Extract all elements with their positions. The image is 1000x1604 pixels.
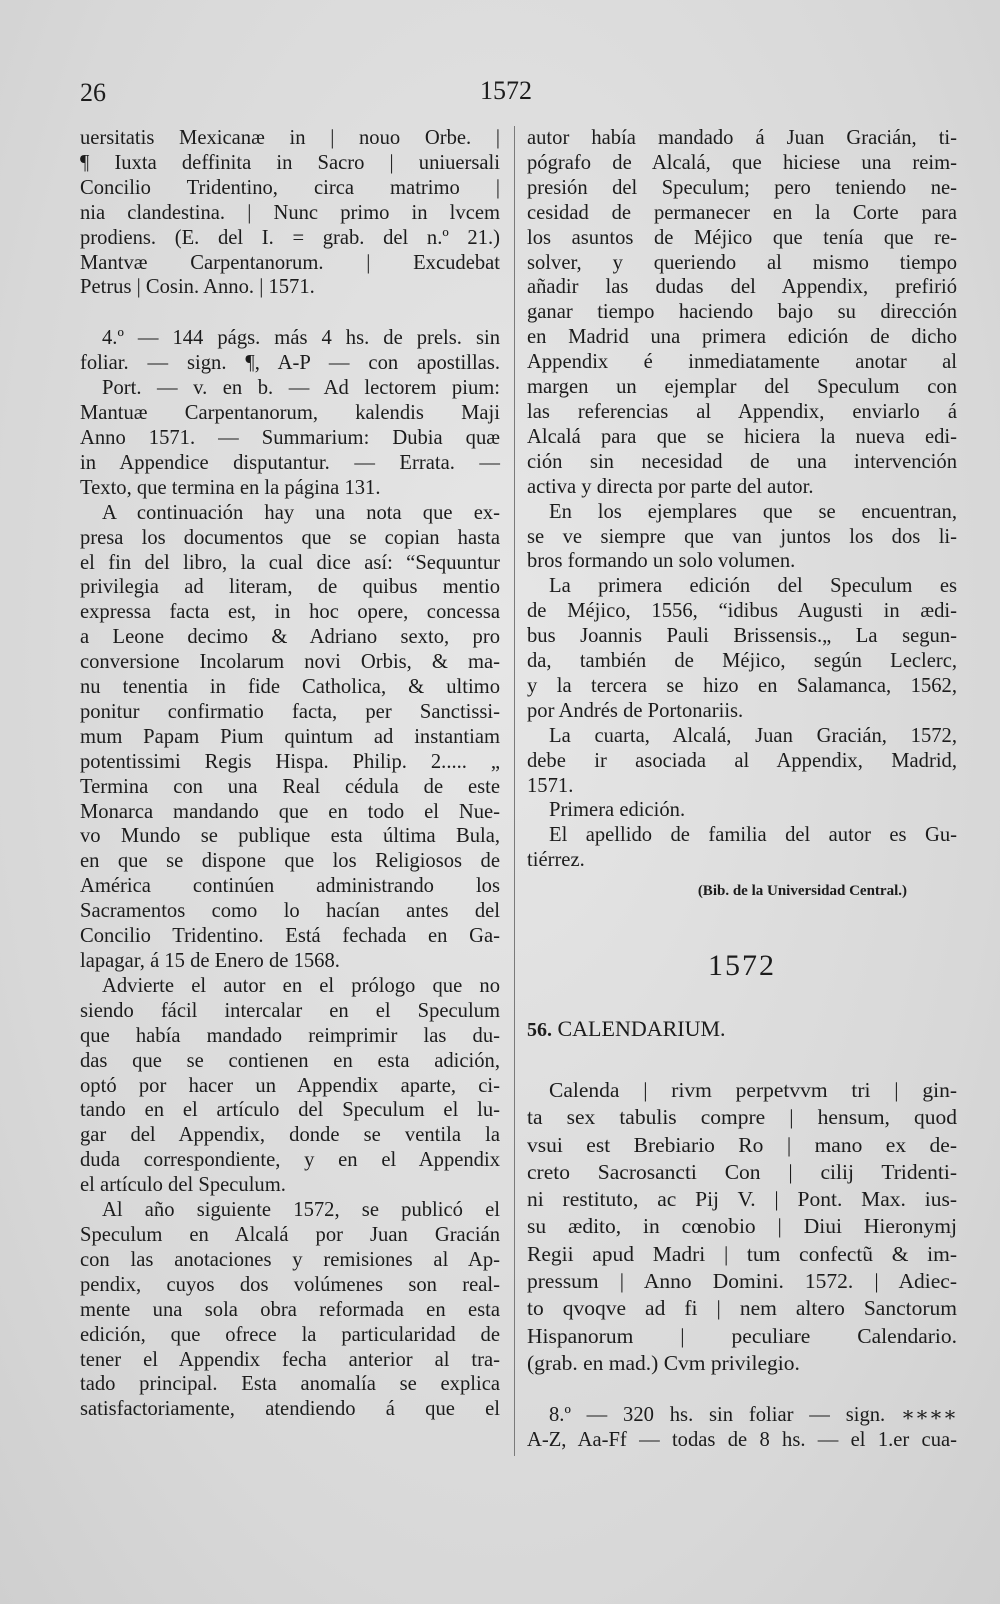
text-line: a Leone decimo & Adriano sexto, pro	[80, 626, 500, 649]
text-line: El apellido de familia del autor es Gu-	[549, 824, 957, 847]
text-line: se ve siempre que van juntos los dos li-	[527, 525, 957, 548]
text-line: A-Z, Aa-Ff — todas de 8 hs. — el 1.er cua-	[527, 1429, 957, 1452]
text-line: Monarca mandando que en todo el Nue-	[80, 800, 500, 823]
text-line: gar del Appendix, donde se ventila la	[80, 1124, 500, 1147]
text-line: Calenda | rivm perpetvvm tri | gin-	[549, 1077, 957, 1102]
text-line: La cuarta, Alcalá, Juan Gracián, 1572,	[549, 724, 957, 747]
right-column-text	[527, 126, 957, 873]
page-number: 26	[80, 78, 106, 107]
text-line: América continúen administrando los	[80, 875, 500, 898]
text-line: in Appendice disputantur. — Errata. —	[80, 451, 500, 474]
text-line: Port. — v. en b. — Ad lectorem pium:	[102, 377, 500, 400]
text-line: pendix, cuyos dos volúmenes son real-	[80, 1273, 500, 1296]
text-line: ción sin necesidad de una intervención	[527, 450, 957, 473]
text-line: autor había mandado á Juan Gracián, ti-	[527, 127, 957, 149]
text-line: 8.º — 320 hs. sin foliar — sign. ∗∗∗∗	[549, 1404, 957, 1427]
left-column	[80, 126, 500, 1422]
text-line: Appendix é inmediatamente anotar al	[527, 351, 957, 374]
running-head-year: 1572	[480, 76, 532, 105]
text-line: de Méjico, 1556, “idibus Augusti in ædi-	[527, 600, 957, 623]
text-line: solver, y queriendo al mismo tiempo	[527, 251, 957, 274]
text-line: presión del Speculum; pero teniendo ne-	[527, 176, 957, 199]
text-line: las referencias al Appendix, enviarlo á	[527, 400, 957, 423]
text-line: añadir las dudas del Appendix, prefirió	[527, 276, 957, 299]
text-line: activa y directa por parte del autor.	[527, 475, 814, 498]
text-line: tener el Appendix fecha anterior al tra-	[80, 1348, 500, 1371]
text-line: Mantvæ Carpentanorum. | Excudebat	[80, 251, 500, 274]
text-line: lapagar, á 15 de Enero de 1568.	[80, 950, 340, 972]
entry-number: 56.	[527, 1019, 552, 1041]
text-line: La primera edición del Speculum es	[549, 575, 957, 598]
text-line: mente una sola obra reformada en esta	[80, 1298, 500, 1321]
text-line: Termina con una Real cédula de este	[80, 775, 500, 798]
text-line: vsui est Brebiario Ro | mano ex de-	[527, 1132, 957, 1157]
text-line: tando en el artículo del Speculum el lu-	[80, 1099, 500, 1122]
text-line: bros formando un solo volumen.	[527, 550, 796, 573]
text-line	[80, 300, 500, 326]
text-line: duda correspondiente, y en el Appendix	[80, 1149, 500, 1172]
text-line: edición, que ofrece la particularidad de	[80, 1323, 500, 1346]
text-line: con las anotaciones y remisiones al Ap-	[80, 1248, 500, 1271]
text-line: 4.º — 144 págs. más 4 hs. de prels. sin	[102, 327, 500, 350]
text-line: satisfactoriamente, atendiendo á que el	[80, 1398, 500, 1421]
text-line: Petrus | Cosin. Anno. | 1571.	[80, 276, 315, 299]
text-line: to qvoqve ad fi | nem altero Sanctorum	[527, 1296, 957, 1321]
text-line: Concilio Tridentino, circa matrimo |	[80, 176, 500, 199]
text-line: Sacramentos como lo hacían antes del	[80, 900, 500, 923]
right-column	[527, 126, 957, 1453]
library-citation: (Bib. de la Universidad Central.)	[697, 883, 907, 900]
text-line: en Madrid una primera edición de dicho	[527, 326, 957, 349]
text-line: Speculum en Alcalá por Juan Gracián	[80, 1223, 500, 1246]
text-line: Concilio Tridentino. Está fechada en Ga-	[80, 925, 500, 948]
text-line: prodiens. (E. del I. = grab. del n.º 21.)	[80, 226, 500, 249]
text-line: Al año siguiente 1572, se publicó el	[102, 1199, 500, 1222]
text-line: el fin del libro, la cual dice así: “Sequuntur	[80, 551, 500, 574]
text-line: ponitur confirmatio facta, per Sanctissi-	[80, 700, 500, 723]
text-line: bus Joannis Pauli Brissensis.„ La segun-	[527, 625, 957, 648]
text-line: pógrafo de Alcalá, que hiciese una reim-	[527, 151, 957, 174]
text-line: 1571.	[527, 774, 574, 797]
text-line: (grab. en mad.) Cvm privilegio.	[527, 1350, 800, 1375]
text-line: que había mandado reimprimir las du-	[80, 1024, 500, 1047]
text-line: tiérrez.	[527, 849, 585, 872]
text-line: ni restituto, ac Pij V. | Pont. Max. ius-	[527, 1187, 957, 1212]
text-line: optó por hacer un Appendix aparte, ci-	[80, 1074, 500, 1097]
text-line: Mantuæ Carpentanorum, kalendis Maji	[80, 402, 500, 425]
text-line: el artículo del Speculum.	[80, 1174, 286, 1197]
column-divider	[514, 126, 515, 1456]
text-line: uersitatis Mexicanæ in | nouo Orbe. |	[80, 127, 500, 149]
text-line: Anno 1571. — Summarium: Dubia quæ	[80, 426, 500, 449]
text-line: debe ir asociada al Appendix, Madrid,	[527, 749, 957, 772]
text-line: ta sex tabulis compre | hensum, quod	[527, 1105, 957, 1130]
text-line: cesidad de permanecer en la Corte para	[527, 201, 957, 224]
text-line: da, también de Méjico, según Leclerc,	[527, 650, 957, 673]
text-line: privilegia ad literam, de quibus mentio	[80, 576, 500, 599]
text-line: Texto, que termina en la página 131.	[80, 476, 381, 499]
text-line: mum Papam Pium quintum ad instantiam	[80, 725, 500, 748]
text-line: das que se contienen en esta adición,	[80, 1049, 500, 1072]
text-line: Advierte el autor en el prólogo que no	[102, 974, 500, 997]
text-line: Primera edición.	[549, 799, 686, 822]
text-line: presa los documentos que se copian hasta	[80, 526, 500, 549]
text-line: los asuntos de Méjico que tenía que re-	[527, 226, 957, 249]
text-line: conversione Incolarum novi Orbis, & ma-	[80, 651, 500, 674]
text-line: en que se dispone que los Religiosos de	[80, 850, 500, 873]
text-line: pressum | Anno Domini. 1572. | Adiec-	[527, 1268, 957, 1293]
text-line: Alcalá para que se hiciera la nueva edi-	[527, 425, 957, 448]
text-line: ganar tiempo haciendo bajo su dirección	[527, 301, 957, 324]
text-line: Hispanorum | peculiare Calendario.	[527, 1323, 957, 1348]
text-line: foliar. — sign. ¶, A-P — con apostillas.	[80, 352, 500, 375]
section-year-heading: 1572	[708, 949, 776, 983]
text-line: A continuación hay una nota que ex-	[102, 501, 500, 524]
text-line: En los ejemplares que se encuentran,	[549, 500, 957, 523]
text-line: nia clandestina. | Nunc primo in lvcem	[80, 201, 500, 224]
text-line: Regii apud Madri | tum confectũ & im-	[527, 1241, 957, 1266]
text-line: ¶ Iuxta deffinita in Sacro | uniuersali	[80, 151, 500, 174]
text-line: potentissimi Regis Hispa. Philip. 2..... „	[80, 750, 500, 773]
entry-title: CALENDARIUM.	[557, 1016, 726, 1041]
text-line: margen un ejemplar del Speculum con	[527, 376, 957, 399]
text-line: por Andrés de Portonariis.	[527, 699, 744, 722]
text-line: tado principal. Esta anomalía se explica	[80, 1373, 500, 1396]
text-line: nu tenentia in fide Catholica, & ultimo	[80, 676, 500, 699]
entry-heading	[527, 1017, 957, 1043]
entry-transcription	[527, 1077, 957, 1377]
text-line: creto Sacrosancti Con | cilij Tridenti-	[527, 1159, 957, 1184]
text-line: vo Mundo se publique esta última Bula,	[80, 825, 500, 848]
entry-description	[527, 1403, 957, 1453]
text-line: y la tercera se hizo en Salamanca, 1562,	[527, 674, 957, 697]
text-line: su ædito, in cœnobio | Diui Hieronymj	[527, 1214, 957, 1239]
text-line: siendo fácil intercalar en el Speculum	[80, 999, 500, 1022]
text-line: expressa facta est, in hoc opere, concessa	[80, 601, 500, 624]
